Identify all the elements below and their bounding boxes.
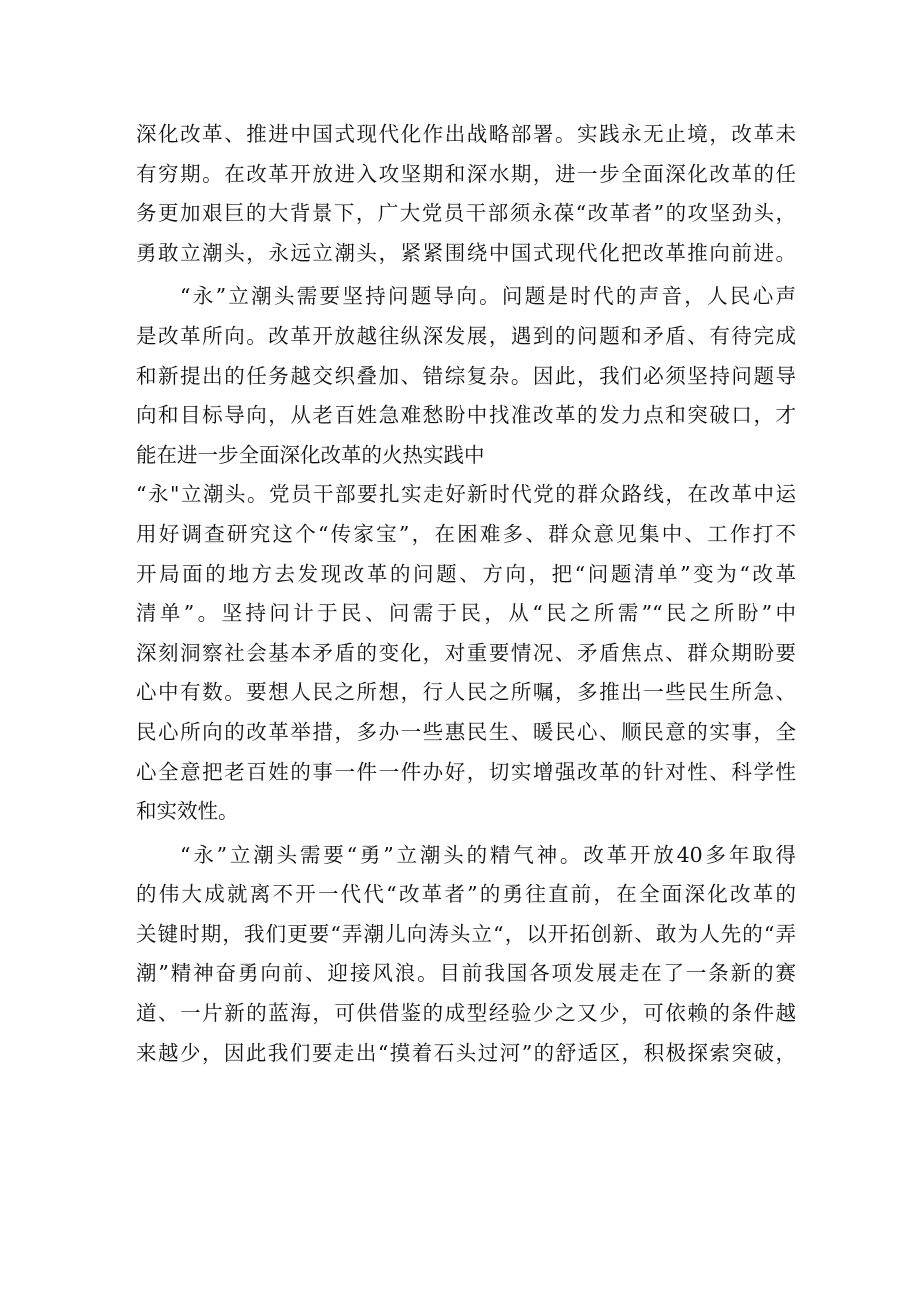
paragraph-1 [136,115,796,273]
text-line: 道、一片新的蓝海，可供借鉴的成型经验少之又少，可依赖的条件越 [136,1001,796,1026]
text-line: 来越少，因此我们要走出“摸着石头过河”的舒适区，积极探索突破， [136,1040,796,1065]
text-line: 心全意把老百姓的事一件一件办好，切实增强改革的针对性、科学性 [136,759,796,784]
text-line: 潮”精神奋勇向前、迎接风浪。目前我国各项发展走在了一条新的赛 [136,961,796,986]
text-line: 务更加艰巨的大背景下，广大党员干部须永葆“改革者”的攻坚劲头， [136,201,796,226]
text-line: 民心所向的改革举措，多办一些惠民生、暖民心、顺民意的实事，全 [136,719,796,744]
text-line: 深刻洞察社会基本矛盾的变化，对重要情况、矛盾焦点、群众期盼要 [136,640,796,665]
paragraph-2 [136,277,796,831]
text-line: 心中有数。要想人民之所想，行人民之所嘱，多推出一些民生所急、 [136,680,796,705]
text-line: 勇敢立潮头，永远立潮头，紧紧围绕中国式现代化把改革推向前进。 [136,240,796,265]
text-line: “永"立潮头。党员干部要扎实走好新时代党的群众路线，在改革中运 [136,482,796,507]
text-line: 能在进一步全面深化改革的火热实践中 [136,442,485,467]
text-line: 是改革所向。改革开放越往纵深发展，遇到的问题和矛盾、有待完成 [136,323,796,348]
text-line: 的伟大成就离不开一代代“改革者”的勇往直前，在全面深化改革的 [136,882,796,907]
text-line: 和新提出的任务越交织叠加、错综复杂。因此，我们必须坚持问题导 [136,363,796,388]
text-line: 向和目标导向，从老百姓急难愁盼中找准改革的发力点和突破口，才 [136,403,796,428]
text-line: 有穷期。在改革开放进入攻坚期和深水期，进一步全面深化改革的任 [136,161,796,186]
text-line: 用好调查研究这个“传家宝”，在困难多、群众意见集中、工作打不 [136,521,796,546]
text-line: “永”立潮头需要坚持问题导向。问题是时代的声音，人民心声 [180,284,796,309]
text-line: 关键时期，我们更要“弄潮儿向涛头立“，以开拓创新、敢为人先的“弄 [136,921,796,946]
text-line: “永”立潮头需要“勇”立潮头的精气神。改革开放40多年取得 [180,842,796,867]
text-line: 和实效性。 [136,799,239,824]
text-line: 清单”。坚持问计于民、问需于民，从“民之所需”“民之所盼”中 [136,601,796,626]
text-line: 深化改革、推进中国式现代化作出战略部署。实践永无止境，改革未 [136,122,796,146]
document-body [136,115,796,1073]
paragraph-3 [136,836,796,1074]
text-line: 开局面的地方去发现改革的问题、方向，把“问题清单”变为“改革 [136,561,796,586]
